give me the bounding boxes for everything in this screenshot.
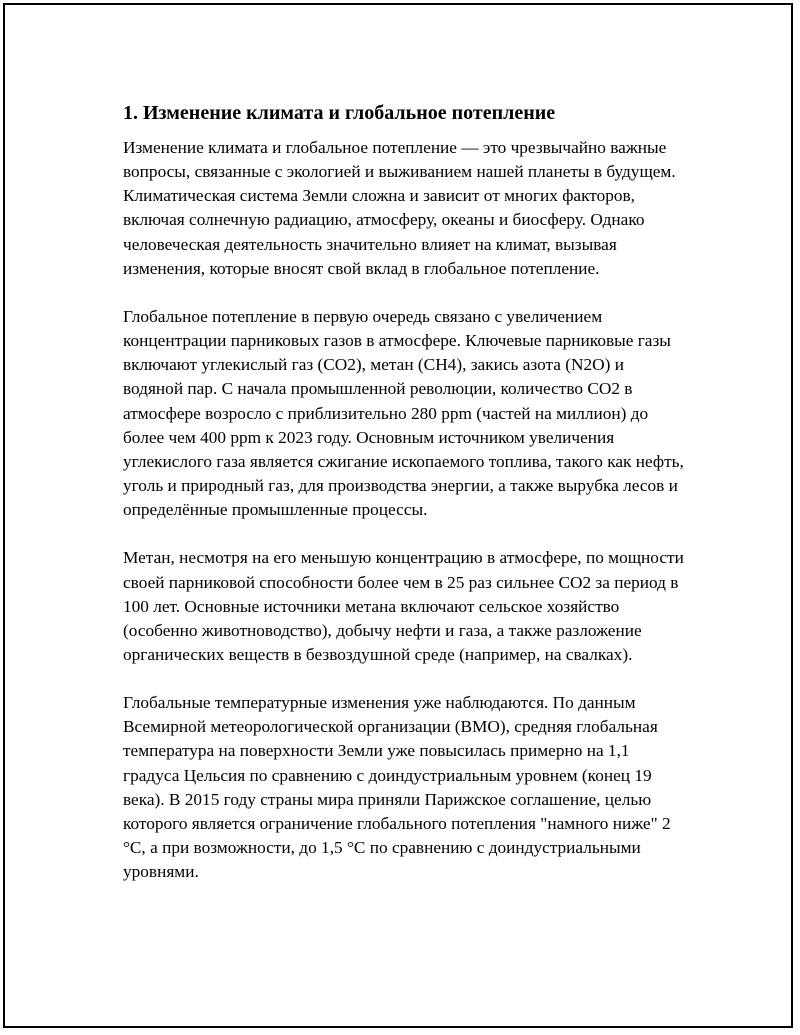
paragraph-temperature-changes: Глобальные температурные изменения уже наблюдаются. По данным Всемирной метеорологической организации (ВМО), средняя глобальная температура на поверхности Земли уже повысилась примерно на 1,1 градуса Цельсия по сравнению с доиндустриальным уровнем (конец 19 века). В 2015 году страны мира приняли Парижское соглашение, целью которого является ограничение глобального потепления "намного ниже" 2 °C, а при возможности, до 1,5 °C по сравнению с доиндустриальными уровнями. bbox=[123, 693, 671, 882]
paragraph-greenhouse-gases: Глобальное потепление в первую очередь связано с увеличением концентрации парниковых газов в атмосфере. Ключевые парниковые газы включают углекислый газ (CO2), метан (CH4), закись азота (N2O) и водяной пар. С начала промышленной революции, количество CO2 в атмосфере возросло с приблизительно 280 ppm (частей на миллион) до более чем 400 ppm к 2023 году. Основным источником увеличения углекислого газа является сжигание ископаемого топлива, такого как нефть, уголь и природный газ, для производства энергии, а также вырубка лесов и определённые промышленные процессы. bbox=[123, 306, 684, 520]
paragraph-methane: Метан, несмотря на его меньшую концентрацию в атмосфере, по мощности своей парниковой способности более чем в 25 раз сильнее CO2 за период в 100 лет. Основные источники метана включают сельское хозяйство (особенно животноводство), добычу нефти и газа, а также разложение органических веществ в безвоздушной среде (например, на свалках). bbox=[123, 548, 684, 664]
document-body bbox=[123, 100, 688, 908]
paragraph-intro: Изменение климата и глобальное потепление — это чрезвычайно важные вопросы, связанные с экологией и выживанием нашей планеты в будущем. Климатическая система Земли сложна и зависит от многих факторов, включая солнечную радиацию, атмосферу, океаны и биосферу. Однако человеческая деятельность значительно влияет на климат, вызывая изменения, которые вносят свой вклад в глобальное потепление. bbox=[123, 138, 676, 278]
section-heading: 1. Изменение климата и глобальное потепление bbox=[123, 102, 556, 124]
page-frame bbox=[3, 3, 793, 1028]
